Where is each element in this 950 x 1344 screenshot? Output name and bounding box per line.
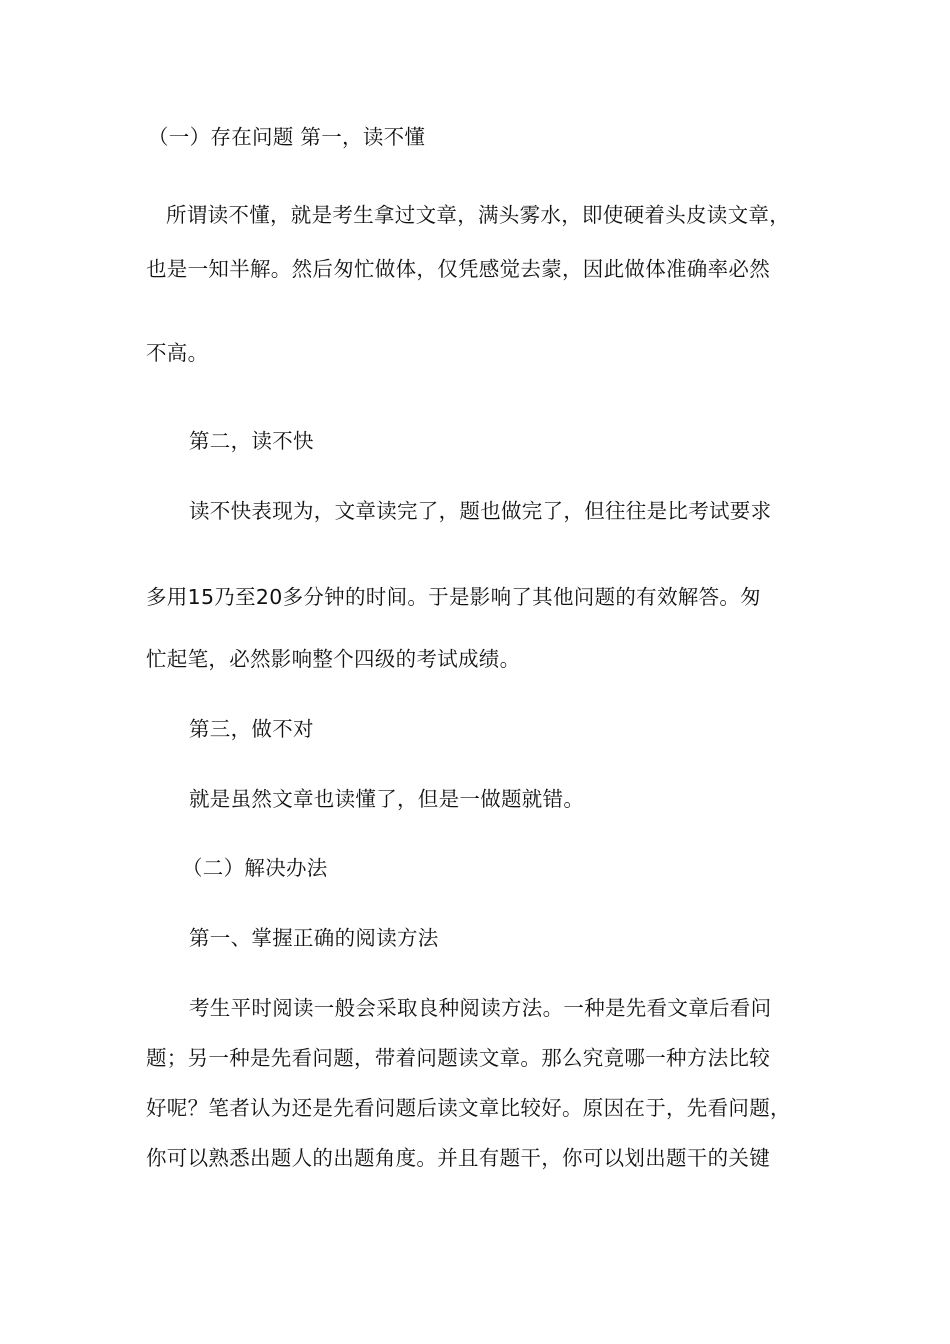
section-heading-solutions: （二）解决办法 [182,856,328,880]
paragraph-line: 多用15乃至20多分钟的时间。于是影响了其他问题的有效解答。匆 [146,585,761,609]
paragraph-line: 也是一知半解。然后匆忙做体，仅凭感觉去蒙，因此做体准确率必然 [146,257,770,281]
paragraph-line: 好呢？笔者认为还是先看问题后读文章比较好。原因在于，先看问题， [146,1096,791,1120]
paragraph-line: 就是虽然文章也读懂了，但是一做题就错。 [189,787,585,811]
subheading-method-one: 第一、掌握正确的阅读方法 [189,926,439,950]
subheading-read-slow: 第二，读不快 [189,429,314,453]
paragraph-line: 忙起笔，必然影响整个四级的考试成绩。 [146,647,521,671]
paragraph-line: 你可以熟悉出题人的出题角度。并且有题干，你可以划出题干的关键 [146,1146,770,1170]
subheading-do-wrong: 第三，做不对 [189,717,314,741]
paragraph-line: 读不快表现为，文章读完了，题也做完了，但往往是比考试要求 [189,499,772,523]
paragraph-line: 不高。 [146,341,209,365]
paragraph-line: 所谓读不懂，就是考生拿过文章，满头雾水，即使硬着头皮读文章， [166,203,790,227]
paragraph-line: 题；另一种是先看问题，带着问题读文章。那么究竟哪一种方法比较 [146,1046,770,1070]
paragraph-line: 考生平时阅读一般会采取良种阅读方法。一种是先看文章后看问 [189,996,772,1020]
section-heading-problems: （一）存在问题 第一，读不懂 [148,125,426,149]
